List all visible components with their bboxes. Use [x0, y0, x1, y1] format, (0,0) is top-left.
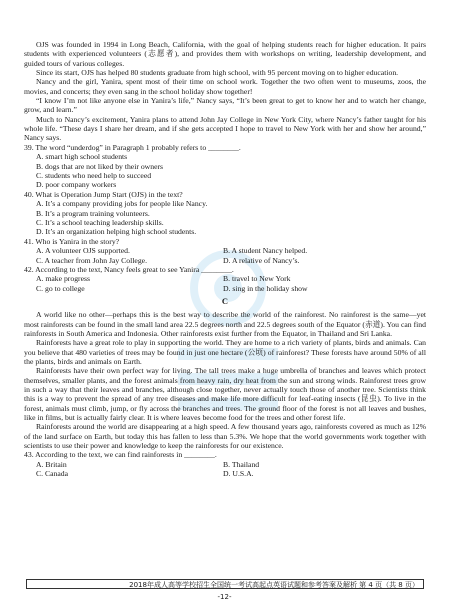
question-42-options	[24, 274, 426, 293]
question-39-option-b[interactable]: B. dogs that are not liked by their owners	[36, 161, 164, 171]
passage-b-paragraph-2: Since its start, OJS has helped 80 students graduate from high school, with 95 percent moving on to higher education.	[36, 68, 399, 78]
passage-c-paragraph-2: Rainforests have a great role to play in supporting the world. They are home to a rich variety of plants, birds and animals. Can you believe that 480 varieties of trees may be found in just one hectare (公顷) of rainforest? These forests have around 50% of all the plants, birds and animals on Earth.	[24, 338, 426, 366]
question-39-stem: 39. The word “underdog” in Paragraph 1 probably refers to ________.	[24, 142, 241, 152]
passage-b-paragraph-3: Nancy and the girl, Yanira, spent most of their time on school work. Together the two often went to museums, zoos, the movies, and concerts; they even sang in the school holiday show together!	[24, 77, 426, 96]
question-39-options	[24, 152, 426, 190]
question-42-option-d[interactable]: D. sing in the holiday show	[223, 283, 308, 293]
question-39-option-d[interactable]: D. poor company workers	[36, 180, 117, 190]
question-41-option-c[interactable]: C. A teacher from John Jay College.	[36, 255, 148, 265]
question-41-stem: 41. Who is Yanira in the story?	[24, 236, 120, 246]
question-39-option-c[interactable]: C. students who need help to succeed	[36, 171, 152, 180]
passage-c-paragraph-3: Rainforests have their own perfect way for living. The tall trees make a huge umbrella of branches and leaves which protect themselves, smaller plants, and the forest animals from heavy rain, dry heat from the sun and strong winds. Rainforest trees grow in such a way that their leaves and branches, although close together, never actually touch those of another tree. Scientists think this is a way to prevent the spread of any tree diseases and make life more difficult for leaf-eating insects (昆虫). To live in the forest, animals must climb, jump, or fly across the branches and trees. The ground floor of the forest is not all leaves and bushes, like in films, but is actually fairly clear. It is where leaves become food for the trees and other forest life.	[24, 366, 426, 423]
passage-b-paragraph-5: Much to Nancy’s excitement, Yanira plans to attend John Jay College in New York City, where Nancy’s father taught for his whole life. “These days I share her dream, and if she gets accepted I hope to travel to New York with her and show her around,” Nancy says.	[24, 114, 426, 143]
question-43-option-c[interactable]: C. Canada	[36, 469, 69, 479]
question-41-option-d[interactable]: D. A relative of Nancy’s.	[223, 255, 300, 265]
passage-c-paragraph-1: A world like no other—perhaps this is the best way to describe the world of the rainforest. No rainforest is the same—yet most rainforests can be found in the small land area 22.5 degrees north and 22.5 degrees south of the Equator (赤道). You can find rainforests in South America and Indonesia. Other rainforests exist further from the Equator, in Thailand and Sri Lanka.	[24, 310, 426, 338]
question-41-option-b[interactable]: B. A student Nancy helped.	[223, 246, 308, 256]
exam-page	[24, 40, 426, 479]
page-number: -12-	[217, 593, 232, 601]
passage-b-paragraph-4: “I know I’m not like anyone else in Yanira’s life,” Nancy says, “It’s been great to get to know her and to watch her change, grow, and learn.”	[24, 96, 426, 115]
question-40-option-d[interactable]: D. It’s an organization helping high school students.	[36, 227, 197, 237]
question-40-options	[24, 199, 426, 237]
page-footer: 2018年成人高等学校招生全国统一考试高起点英语试题和参考答案及解析 第 4 页（共 8 页）	[26, 579, 424, 589]
question-41-option-a[interactable]: A. A volunteer OJS supported.	[36, 246, 130, 256]
question-42-option-b[interactable]: B. travel to New York	[223, 274, 291, 284]
question-41-options	[24, 246, 426, 265]
question-43-stem: 43. According to the text, we can find rainforests in ________.	[24, 450, 217, 460]
question-43-option-d[interactable]: D. U.S.A.	[223, 469, 254, 479]
question-40-option-b[interactable]: B. It’s a program training volunteers.	[36, 208, 150, 218]
question-43-options	[24, 460, 426, 479]
question-39-option-a[interactable]: A. smart high school students	[36, 152, 128, 162]
question-40-stem: 40. What is Operation Jump Start (OJS) in the text?	[24, 189, 183, 199]
question-43-option-b[interactable]: B. Thailand	[223, 459, 260, 469]
question-40-option-a[interactable]: A. It’s a company providing jobs for people like Nancy.	[36, 199, 208, 209]
passage-b-paragraph-1: OJS was founded in 1994 in Long Beach, California, with the goal of helping students reach for higher education. It pairs students with experienced volunteers (志愿者), and provides them with workshops on writing, leadership development, and guided tours of various colleges.	[24, 40, 426, 68]
question-42-option-c[interactable]: C. go to college	[36, 283, 85, 293]
question-42-option-a[interactable]: A. make progress	[36, 274, 91, 284]
section-c-heading: C	[221, 296, 229, 307]
question-40-option-c[interactable]: C. It’s a school teaching leadership skills.	[36, 218, 164, 228]
passage-c-paragraph-4: Rainforests around the world are disappearing at a high speed. A few thousand years ago, rainforests covered as much as 12% of the land surface on Earth, but today this has fallen to less than 5.3%. We hope that the world governments work together with scientists to use their power and knowledge to keep the rainforests for our existence.	[24, 422, 426, 451]
question-42-stem: 42. According to the text, Nancy feels great to see Yanira ________.	[24, 265, 234, 275]
question-43-option-a[interactable]: A. Britain	[36, 459, 67, 469]
